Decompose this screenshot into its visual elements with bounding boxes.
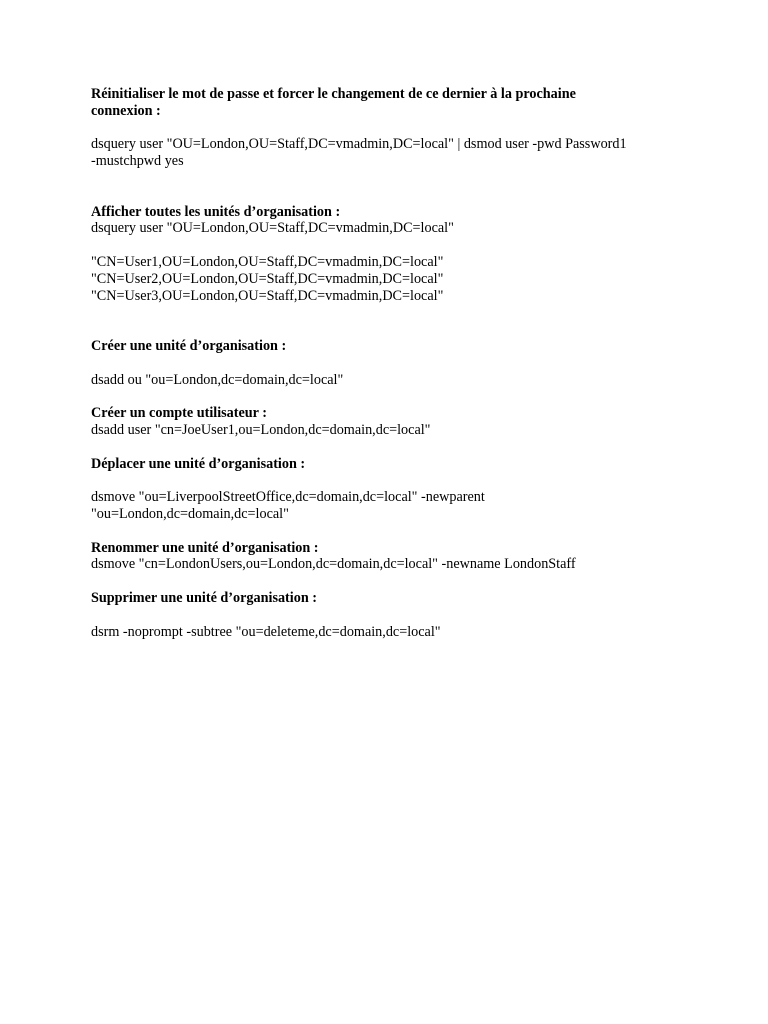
section-heading-move-ou: Déplacer une unité d’organisation : <box>91 455 306 472</box>
document-page <box>91 86 691 640</box>
command-line: dsquery user "OU=London,OU=Staff,DC=vmadmin,DC=local" <box>91 220 454 237</box>
section-heading-create-ou: Créer une unité d’organisation : <box>91 337 287 354</box>
section-heading-create-user: Créer un compte utilisateur : <box>91 405 267 422</box>
command-line: dsrm -noprompt -subtree "ou=deleteme,dc=domain,dc=local" <box>91 623 441 640</box>
section-heading-reset-password-cont: connexion : <box>91 102 161 119</box>
command-line: "ou=London,dc=domain,dc=local" <box>91 505 289 522</box>
section-heading-rename-ou: Renommer une unité d’organisation : <box>91 539 319 556</box>
command-line: dsadd user "cn=JoeUser1,ou=London,dc=domain,dc=local" <box>91 421 431 438</box>
section-heading-reset-password: Réinitialiser le mot de passe et forcer le changement de ce dernier à la prochaine <box>91 86 576 102</box>
command-line: dsquery user "OU=London,OU=Staff,DC=vmadmin,DC=local" | dsmod user -pwd Password1 <box>91 136 627 153</box>
result-line: "CN=User1,OU=London,OU=Staff,DC=vmadmin,DC=local" <box>91 253 444 270</box>
section-heading-list-ou: Afficher toutes les unités d’organisation : <box>91 203 341 220</box>
section-heading-delete-ou: Supprimer une unité d’organisation : <box>91 589 317 606</box>
command-line: dsmove "cn=LondonUsers,ou=London,dc=domain,dc=local" -newname LondonStaff <box>91 556 576 573</box>
command-line: -mustchpwd yes <box>91 153 184 170</box>
result-line: "CN=User3,OU=London,OU=Staff,DC=vmadmin,DC=local" <box>91 287 444 304</box>
command-line: dsadd ou "ou=London,dc=domain,dc=local" <box>91 371 344 388</box>
result-line: "CN=User2,OU=London,OU=Staff,DC=vmadmin,DC=local" <box>91 270 444 287</box>
command-line: dsmove "ou=LiverpoolStreetOffice,dc=domain,dc=local" -newparent <box>91 489 485 506</box>
